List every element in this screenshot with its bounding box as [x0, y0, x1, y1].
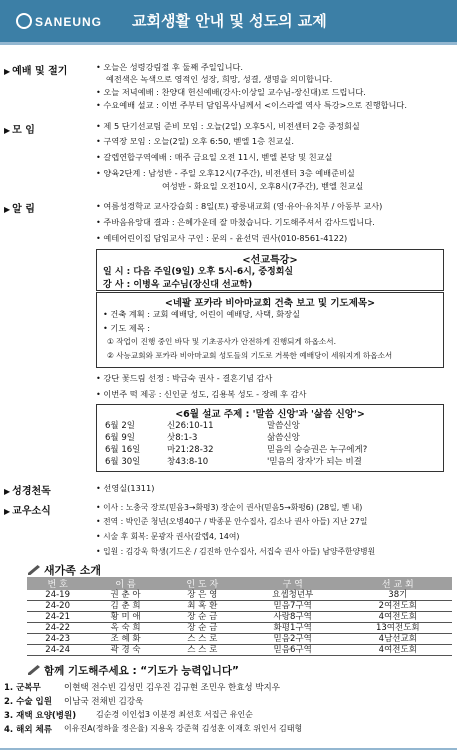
- pencil-icon: [28, 565, 40, 575]
- table-row: 24-23 조 혜 화 스 스 로 믿음2구역 4남선교회: [27, 634, 452, 645]
- column-header: 선 교 회: [344, 577, 452, 590]
- nepal-report-title: <네팔 포카라 비아마교회 건축 보고 및 기도제목>: [164, 298, 376, 309]
- table-row: 24-21 황 미 애 장 순 금 사랑8구역 4여전도회: [27, 612, 452, 623]
- triangle-icon: ▶: [4, 205, 11, 214]
- column-header: 구 역: [242, 577, 344, 590]
- triangle-icon: ▶: [4, 507, 11, 516]
- prayer-title: 함께 기도해주세요 : “기도가 능력입니다”: [28, 663, 239, 678]
- member-line: • 전역 : 박인준 청년(오병40구 / 박종문 안수집사, 김소나 권사 아들) 지난 27일: [96, 517, 368, 526]
- special-lecture-box: [96, 249, 444, 291]
- guest-line: • 이번주 떡 제공 : 신인균 성도, 김용복 성도 - 장례 후 감사: [96, 389, 307, 399]
- member-line: • 이사 : 노충국 장로(믿음3→화평3) 장순이 권사(믿음5→화평6) (28일, 벧 내): [96, 503, 363, 512]
- section-label-book: ▶ 성경천독: [4, 486, 51, 497]
- sermon-theme-title: <6월 설교 주제 : '말씀 신앙'과 '삶씀 신앙'>: [175, 409, 365, 420]
- nepal-report-box: [96, 292, 444, 368]
- special-lecture-speaker: 강 사 : 이병옥 교수님(장신대 선교학): [103, 280, 253, 290]
- meeting-line: • 제 5 단기선교팀 준비 모임 : 오늘(2일) 오후5시, 비전센터 2층 중정회실: [96, 121, 360, 131]
- newfamily-title: 새가족 소개: [28, 562, 101, 578]
- triangle-icon: ▶: [4, 67, 11, 76]
- worship-line: • 수요예배 설교 : 이번 주부터 담임목사님께서 <이스라엘 역사 특강>으로 진행합니다.: [96, 100, 407, 110]
- special-lecture-date: 일 시 : 다음 주일(9일) 오후 5시-6시, 중정회실: [103, 267, 294, 277]
- table-row: 24-19 권 춘 아 장 은 영 요셉청년부 38기: [27, 590, 452, 601]
- worship-line: 예전색은 녹색으로 영적인 성장, 희망, 성결, 생명을 의미합니다.: [106, 74, 333, 84]
- table-header-row: [27, 577, 452, 590]
- nepal-line: ① 작업이 진행 중인 바닥 및 기초공사가 안전하게 진행되게 하옵소서.: [107, 337, 337, 346]
- table-row: 24-24 곽 경 숙 스 스 로 믿음6구역 4여전도회: [27, 645, 452, 656]
- nepal-line: ② 사능교회와 포카라 비아마교회 성도들의 기도로 거룩한 예배당이 세워지게 하옵소서: [107, 351, 393, 360]
- worship-line: • 오늘은 성령강림절 후 둘째 주일입니다.: [96, 62, 243, 72]
- section-label-worship: ▶ 예배 및 절기: [4, 66, 68, 77]
- column-header: 번 호: [27, 577, 88, 590]
- logo-mark-icon: [16, 13, 32, 29]
- sermon-theme-box: <6월 설교 주제 : '말씀 신앙'과 '삶씀 신앙'> 6월 2일 신26:10-11 말씀신앙 6월 9일 삿8:1-3 삶씀신앙 6월 16일 마21:28-32 믿음의 승승권은 누구에게? 6월 30일 창43:8-10 '믿음의 장자'가 되는 비결: [96, 404, 444, 472]
- member-line: • 입원 : 김강욱 학생(기드온 / 김진하 안수집사, 서집숙 권사 아들) 남양주한양병원: [96, 547, 376, 556]
- guest-line: • 강단 꽃드림 선정 : 박금숙 권사 - 결혼기념 감사: [96, 373, 273, 383]
- logo-text: SANEUNG: [35, 15, 103, 29]
- book-line: • 선영실(1311): [96, 483, 155, 493]
- notice-line: • 주바음유앙대 결과 : 은혜가운데 잘 마쳤습니다. 기도해주셔서 감사드립니다.: [96, 217, 375, 227]
- section-label-members: ▶ 교우소식: [4, 506, 51, 517]
- meeting-line: • 양육2단계 : 남성반 - 주일 오후12시(7주간), 비전센터 3층 예배준비실: [96, 168, 355, 178]
- pencil-icon: [28, 665, 40, 675]
- table-row: 24-22 옥 숙 희 장 순 금 화평1구역 13여전도회: [27, 623, 452, 634]
- worship-line: • 오늘 저녁예배 : 찬양대 헌신예배(강사:이상일 교수님-장신대)로 드립니다.: [96, 87, 366, 97]
- column-header: 이 름: [88, 577, 163, 590]
- special-lecture-title: <선교특강>: [242, 255, 298, 266]
- nepal-line: • 기도 제목 :: [103, 323, 151, 333]
- section-label-meetings: ▶ 모 임: [4, 125, 35, 136]
- column-header: 인 도 자: [163, 577, 242, 590]
- page-title: 교회생활 안내 및 성도의 교제: [132, 12, 327, 30]
- newfamily-table: [27, 577, 452, 656]
- section-label-notice: ▶ 알 림: [4, 204, 35, 215]
- triangle-icon: ▶: [4, 126, 11, 135]
- header-rule: [0, 42, 457, 45]
- notice-line: • 예테어린이집 담임교사 구인 : 문의 - 윤선덕 권사(010-8561-4122): [96, 233, 348, 243]
- church-logo: [16, 13, 102, 29]
- meeting-line: • 갈렙연합구역예배 : 매주 금요일 오전 11시, 벧엘 본당 및 친교실: [96, 152, 333, 162]
- meeting-line: • 구역장 모임 : 오늘(2일) 오후 6:50, 벧엘 1층 친교실.: [96, 136, 294, 146]
- page-header: [0, 0, 457, 42]
- triangle-icon: ▶: [4, 487, 11, 496]
- table-row: 24-20 김 춘 희 최 혹 환 믿음7구역 2여전도회: [27, 601, 452, 612]
- member-line: • 시술 후 회복: 문광자 권사(갈렙4, 14여): [96, 532, 240, 541]
- footer-rule: [0, 748, 457, 750]
- nepal-line: • 건축 계획 : 교회 예배당, 어린이 예배당, 사택, 화장실: [103, 309, 301, 319]
- notice-line: • 여름성경학교 교사강습회 : 8일(토) 광릉내교회 (영·유아·유치부 / 아동부 교사): [96, 201, 383, 211]
- meeting-line: 여성반 - 화요일 오전10시, 오후8시(7주간), 벧엘 친교실: [162, 181, 364, 191]
